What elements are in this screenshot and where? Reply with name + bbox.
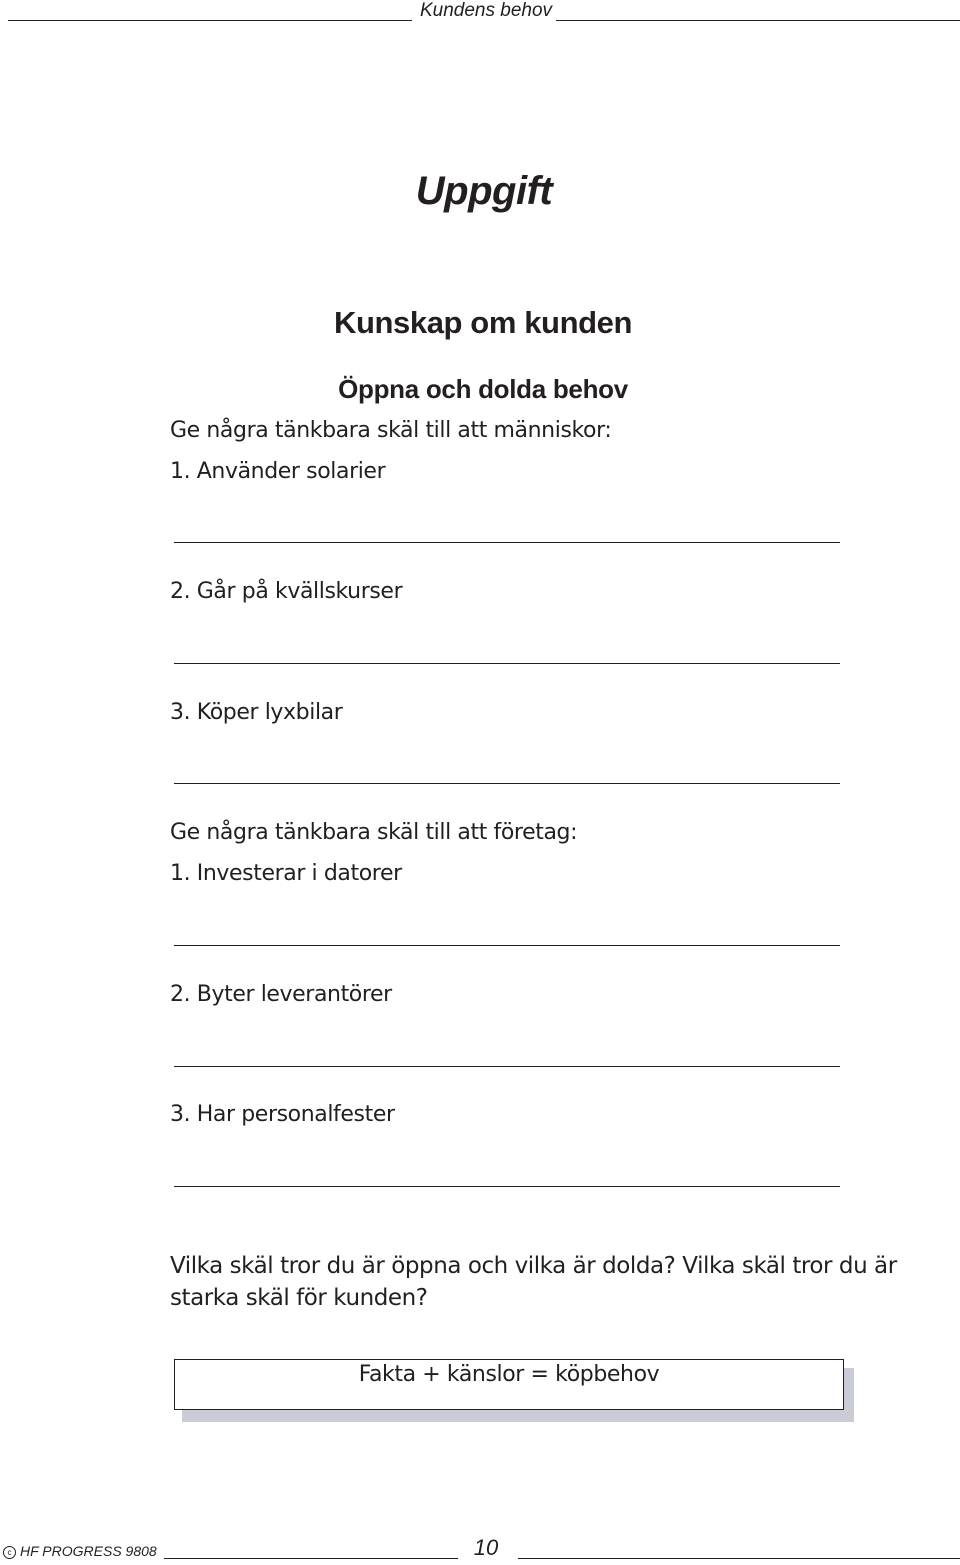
running-header-title: Kundens behov	[419, 0, 553, 21]
page-title: Uppgift	[415, 169, 553, 213]
people-item-2: 2. Går på kvällskurser	[170, 579, 403, 604]
header-rule-left	[8, 20, 412, 21]
formula-box	[174, 1359, 844, 1410]
footer-copyright	[3, 1540, 157, 1562]
answer-line-companies-2[interactable]	[174, 1066, 840, 1067]
answer-line-people-3[interactable]	[174, 783, 840, 784]
copyright-icon: c	[3, 1546, 16, 1559]
companies-item-3: 3. Har personalfester	[170, 1102, 395, 1127]
section-heading: Kunskap om kunden	[333, 305, 633, 340]
question-paragraph: Vilka skäl tror du är öppna och vilka är dolda? Vilka skäl tror du är starka skäl för kunden?	[170, 1253, 897, 1311]
companies-item-1: 1. Investerar i datorer	[170, 861, 402, 886]
footer-rule-right	[518, 1558, 960, 1559]
formula-text: Fakta + känslor = köpbehov	[358, 1362, 660, 1387]
answer-line-companies-3[interactable]	[174, 1186, 840, 1187]
answer-line-people-2[interactable]	[174, 663, 840, 664]
header-rule-right	[556, 20, 960, 21]
companies-item-2: 2. Byter leverantörer	[170, 982, 392, 1007]
people-item-3: 3. Köper lyxbilar	[170, 700, 343, 725]
answer-line-people-1[interactable]	[174, 542, 840, 543]
people-prompt: Ge några tänkbara skäl till att människor:	[170, 418, 612, 443]
page-number: 10	[473, 1535, 499, 1560]
companies-prompt: Ge några tänkbara skäl till att företag:	[170, 820, 578, 845]
people-item-1: 1. Använder solarier	[170, 459, 386, 484]
footer-rule-left	[164, 1558, 458, 1559]
footer-copyright-text: HF PROGRESS 9808	[20, 1543, 157, 1559]
section-subheading: Öppna och dolda behov	[338, 374, 628, 404]
answer-line-companies-1[interactable]	[174, 945, 840, 946]
